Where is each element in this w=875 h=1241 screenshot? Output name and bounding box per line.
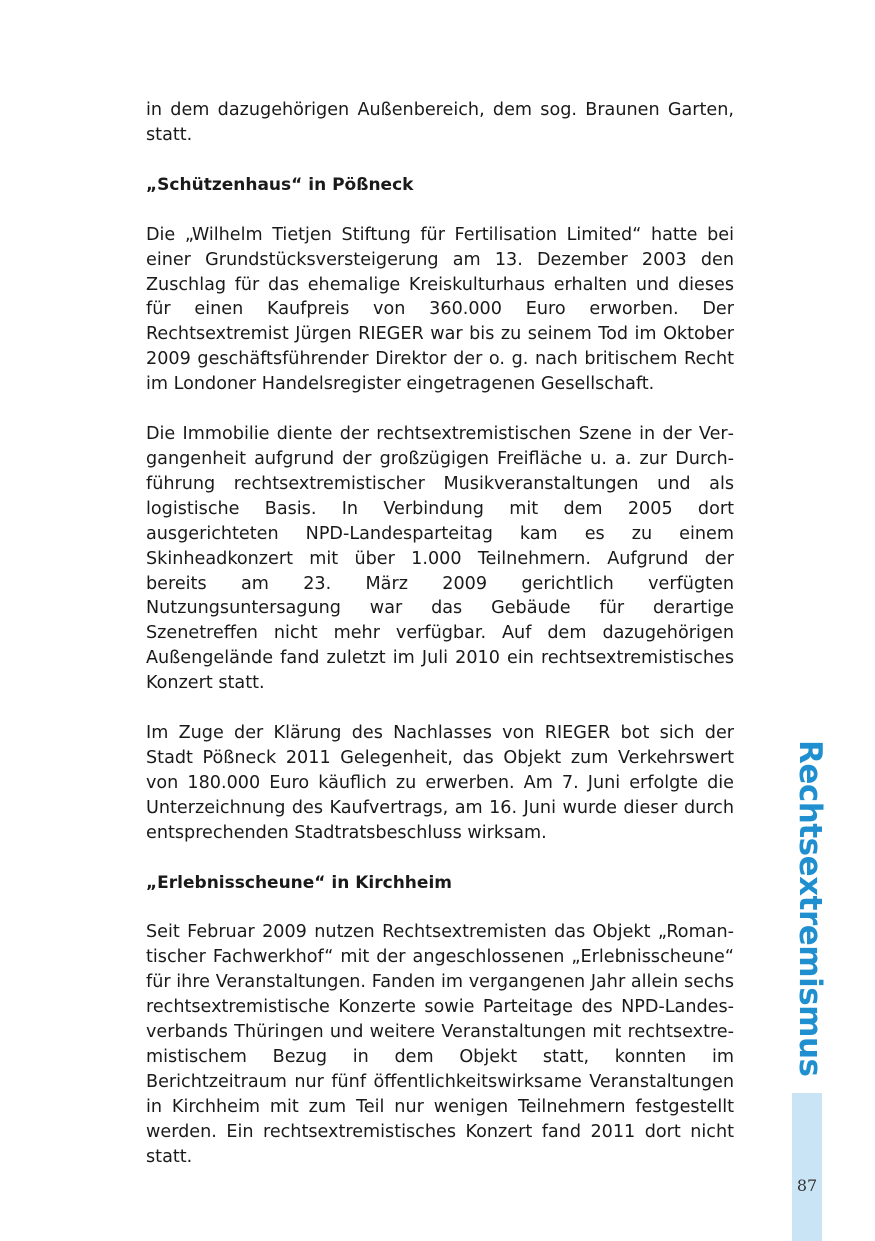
section-heading-schuetzenhaus: „Schützenhaus“ in Pößneck xyxy=(146,174,414,195)
page-tab-bar xyxy=(792,1093,822,1241)
page-number: 87 xyxy=(796,1176,818,1195)
paragraph-immobilie: Die Immobilie diente der rechtsextremistischen Szene in der Vergangenheit aufgrund der großzügigen Freifläche u. a. zur Durchführung rechtsextremistischer Musikveranstaltungen und als logistische Basis. In Verbindung mit dem 2005 dort ausgerichteten NPD-Landesparteitag kam es zu einem Skinheadkonzert mit über 1.000 Teilnehmern. Aufgrund der bereits am 23. März 2009 gerichtlich verfügten Nutzungsuntersagung war das Gebäude für derartige Szenetreffen nicht mehr verfügbar. Auf dem dazugehörigen Außengelände fand zuletzt im Juli 2010 ein rechtsextremistisches Konzert statt. xyxy=(146,424,734,694)
paragraph-nachlass: Im Zuge der Klärung des Nachlasses von RIEGER bot sich der Stadt Pößneck 2011 Gelegenheit, das Objekt zum Verkehrswert von 180.000 Euro käuflich zu erwerben. Am 7. Juni erfolgte die Unterzeichnung des Kaufvertrags, am 16. Juni wurde dieser durch entsprechenden Stadtratsbeschluss wirksam. xyxy=(146,723,734,843)
main-text xyxy=(146,98,734,1195)
paragraph-continuation: in dem dazugehörigen Außenbereich, dem sog. Braunen Garten, statt. xyxy=(146,100,734,145)
section-heading-erlebnisscheune: „Erlebnisscheune“ in Kirchheim xyxy=(146,872,452,893)
paragraph-kirchheim: Seit Februar 2009 nutzen Rechtsextremisten das Objekt „Romantischer Fachwerkhof“ mit der angeschlossenen „Erlebnisscheune“ für ihre Veranstaltungen. Fanden im vergangenen Jahr allein sechs rechtsextremistische Konzerte sowie Parteitage des NPD-Landesverbands Thüringen und weitere Veranstaltungen mit rechtsextremistischem Bezug in dem Objekt statt, konnten im Berichtzeitraum nur fünf öffentlichkeitswirksame Veranstaltungen in Kirchheim mit zum Teil nur wenigen Teilnehmern festgestellt werden. Ein rechtsextremistisches Konzert fand 2011 dort nicht statt. xyxy=(146,922,734,1167)
paragraph-stiftung: Die „Wilhelm Tietjen Stiftung für Fertilisation Limited“ hatte bei einer Grundstücksversteigerung am 13. Dezember 2003 den Zuschlag für das ehemalige Kreiskulturhaus erhalten und dieses für einen Kaufpreis von 360.000 Euro erworben. Der Rechtsextremist Jürgen RIEGER war bis zu seinem Tod im Oktober 2009 geschäftsführender Direktor der o. g. nach britischem Recht im Londoner Handelsregister eingetragenen Gesellschaft. xyxy=(146,224,734,395)
chapter-side-title: Rechtsextremismus xyxy=(792,740,828,1077)
